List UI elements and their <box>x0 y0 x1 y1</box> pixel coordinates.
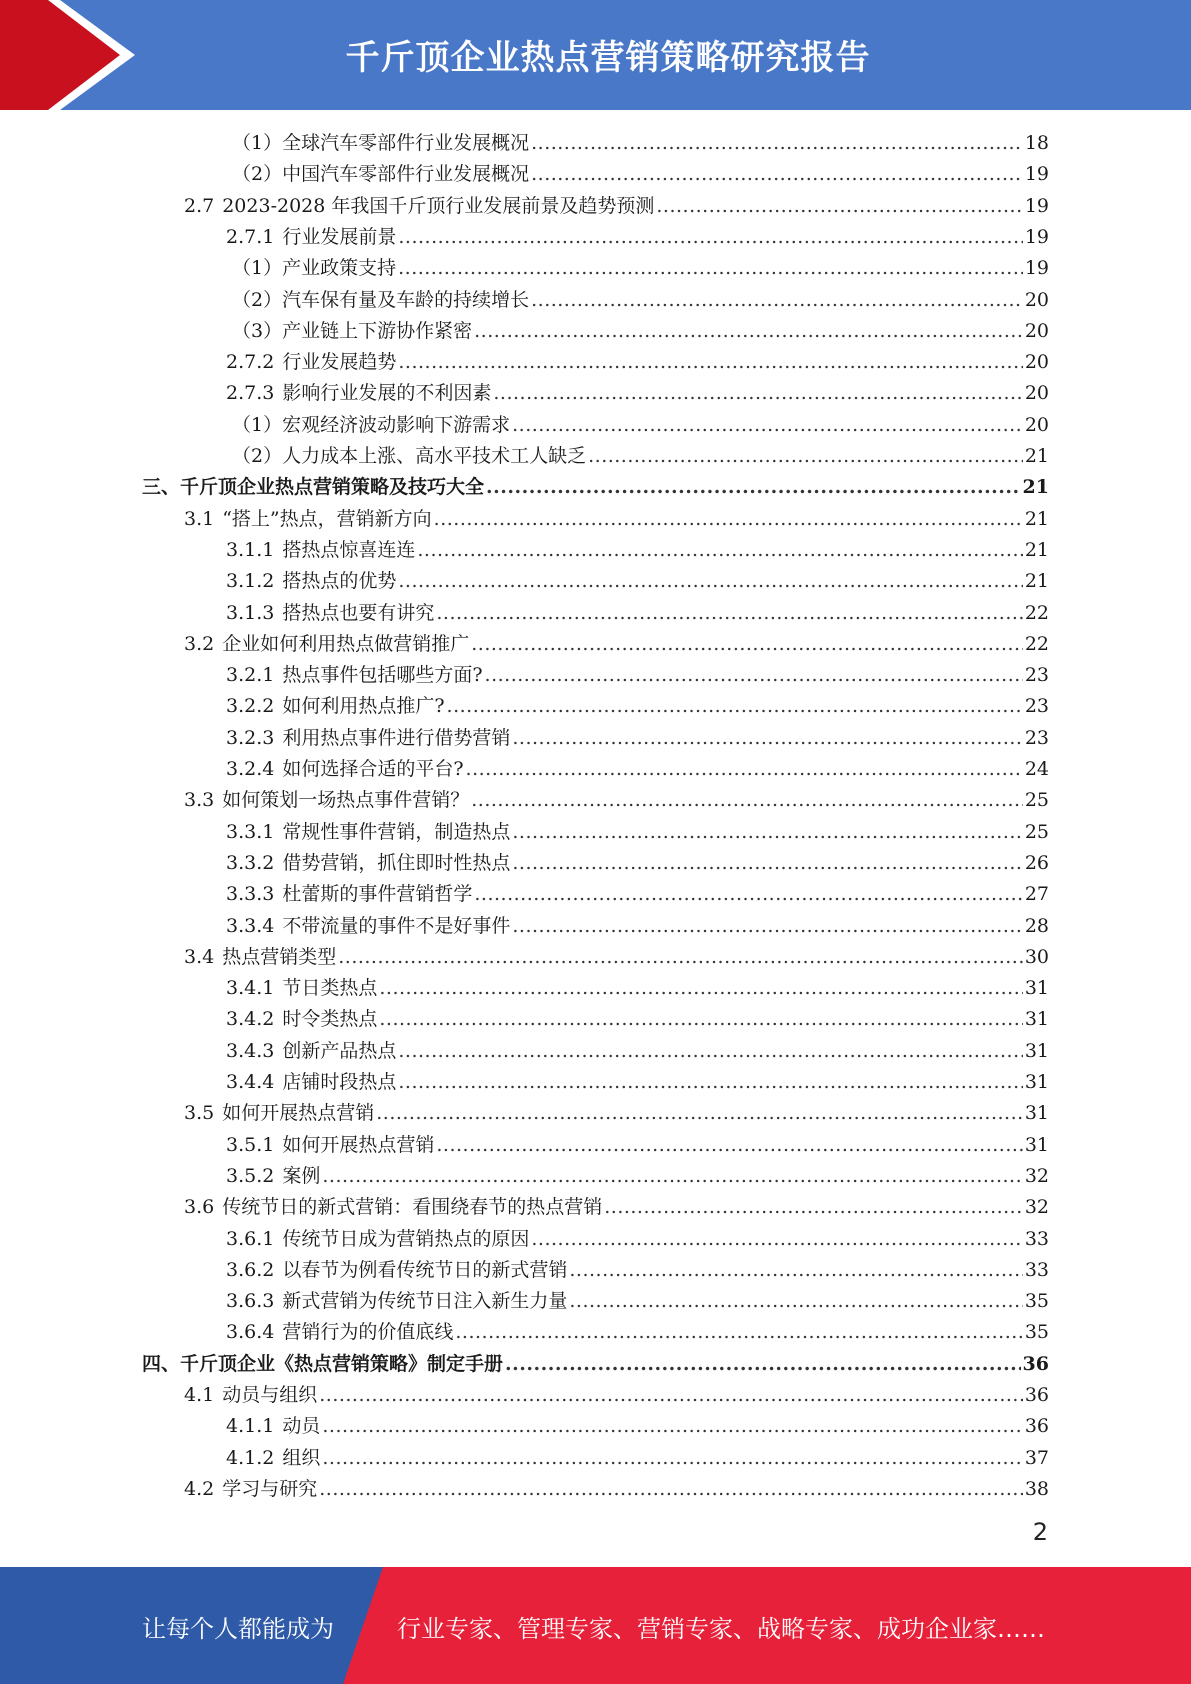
toc-entry[interactable] <box>232 316 1049 347</box>
toc-entry-page: 18 <box>1024 132 1049 154</box>
toc-entry-title: 动员 <box>282 1415 321 1438</box>
toc-entry[interactable] <box>142 1349 1049 1380</box>
toc-entry-title: 以春节为例看传统节日的新式营销 <box>282 1258 568 1281</box>
toc-leader-dots <box>471 785 1023 816</box>
toc-entry-number: 四、 <box>142 1352 181 1375</box>
toc-entry-title: 动员与组织 <box>222 1384 318 1406</box>
toc-entry[interactable] <box>226 1224 1049 1255</box>
page-number: 2 <box>1032 1518 1048 1546</box>
toc-entry-number: 3.4.1 <box>226 977 275 1000</box>
toc-entry[interactable] <box>226 222 1049 253</box>
toc-entry-title: 热点营销类型 <box>222 945 337 968</box>
toc-leader-dots <box>319 1474 1023 1505</box>
toc-leader-dots <box>512 723 1022 754</box>
toc-entry[interactable] <box>226 1004 1049 1035</box>
toc-entry-number: （1） <box>232 132 283 154</box>
toc-entry-page: 31 <box>1024 1008 1049 1031</box>
toc-leader-dots <box>436 598 1022 629</box>
toc-entry[interactable] <box>226 566 1049 597</box>
toc-entry-number: （1） <box>232 413 283 436</box>
toc-entry[interactable] <box>184 1098 1049 1129</box>
toc-entry-title: 利用热点事件进行借势营销 <box>282 726 511 749</box>
toc-entry[interactable] <box>184 504 1049 535</box>
toc-entry-title: 千斤顶企业《热点营销策略》制定手册 <box>180 1352 504 1375</box>
toc-entry-page: 31 <box>1024 1102 1049 1125</box>
toc-leader-dots <box>512 817 1022 848</box>
toc-entry-page: 32 <box>1024 1196 1049 1219</box>
toc-entry-title: 人力成本上涨、高水平技术工人缺乏 <box>282 445 587 467</box>
toc-entry-page: 36 <box>1022 1352 1049 1375</box>
toc-entry-page: 23 <box>1024 695 1049 718</box>
toc-entry-page: 19 <box>1024 194 1049 217</box>
toc-entry-page: 20 <box>1024 288 1049 311</box>
toc-entry-title: 行业发展趋势 <box>282 351 397 374</box>
toc-entry-title: 组织 <box>282 1446 321 1469</box>
toc-entry[interactable] <box>232 128 1049 159</box>
toc-entry-number: 3.5.2 <box>226 1164 275 1187</box>
toc-entry-page: 33 <box>1024 1258 1049 1281</box>
toc-entry-page: 25 <box>1024 820 1049 843</box>
toc-leader-dots <box>322 1443 1022 1474</box>
toc-entry-page: 35 <box>1024 1321 1049 1344</box>
toc-entry-page: 21 <box>1024 507 1049 530</box>
toc-entry-title: 不带流量的事件不是好事件 <box>282 914 511 937</box>
toc-entry-title: 节日类热点 <box>282 977 378 1000</box>
toc-entry-page: 31 <box>1024 1071 1049 1093</box>
toc-entry[interactable] <box>226 817 1049 848</box>
toc-entry[interactable] <box>226 1130 1049 1161</box>
toc-leader-dots <box>588 441 1023 472</box>
toc-entry-title: 学习与研究 <box>222 1477 318 1500</box>
toc-entry[interactable] <box>226 973 1049 1004</box>
toc-entry[interactable] <box>232 441 1049 472</box>
toc-entry-title: “搭上”热点，营销新方向 <box>222 507 432 530</box>
toc-entry[interactable] <box>226 911 1049 942</box>
toc-entry-number: 3.6.1 <box>226 1227 275 1250</box>
toc-entry[interactable] <box>226 691 1049 722</box>
toc-leader-dots <box>531 159 1023 190</box>
toc-entry-page: 21 <box>1024 538 1049 561</box>
toc-entry-title: 汽车保有量及车龄的持续增长 <box>282 288 530 311</box>
toc-entry-page: 25 <box>1024 789 1049 812</box>
toc-entry-number: 三、 <box>142 476 181 499</box>
toc-entry-page: 21 <box>1024 445 1049 467</box>
toc-entry-page: 20 <box>1024 351 1049 374</box>
toc-leader-dots <box>436 1130 1022 1161</box>
toc-leader-dots <box>417 535 1022 566</box>
toc-leader-dots <box>512 911 1022 942</box>
toc-entry-number: 3.6.2 <box>226 1258 275 1281</box>
toc-leader-dots <box>398 222 1022 253</box>
toc-entry-page: 36 <box>1024 1384 1049 1406</box>
page-header <box>0 0 1191 110</box>
toc-leader-dots <box>656 191 1022 222</box>
toc-leader-dots <box>531 285 1023 316</box>
toc-entry-page: 22 <box>1024 632 1049 655</box>
toc-entry-title: 搭热点惊喜连连 <box>282 538 416 561</box>
toc-leader-dots <box>505 1349 1021 1380</box>
toc-entry-number: （3） <box>232 319 283 342</box>
toc-entry[interactable] <box>226 535 1049 566</box>
toc-entry-number: 3.4.2 <box>226 1008 275 1031</box>
toc-entry[interactable] <box>184 1474 1049 1505</box>
toc-entry[interactable] <box>226 347 1049 378</box>
toc-entry-title: 常规性事件营销，制造热点 <box>282 820 511 843</box>
toc-entry-page: 20 <box>1024 382 1049 405</box>
toc-entry[interactable] <box>226 1161 1049 1192</box>
toc-entry-page: 31 <box>1024 1133 1049 1156</box>
toc-entry[interactable] <box>184 785 1049 816</box>
toc-entry-title: 行业发展前景 <box>282 225 397 248</box>
toc-entry-title: 2023-2028 年我国千斤顶行业发展前景及趋势预测 <box>222 194 655 217</box>
toc-entry-page: 28 <box>1024 914 1049 937</box>
toc-leader-dots <box>466 754 1023 785</box>
toc-entry[interactable] <box>226 1286 1049 1317</box>
toc-entry-page: 27 <box>1024 883 1049 906</box>
toc-entry-page: 19 <box>1024 257 1049 280</box>
toc-entry-number: 3.4 <box>184 945 215 968</box>
toc-entry-page: 23 <box>1024 664 1049 687</box>
toc-entry-title: 影响行业发展的不利因素 <box>282 382 492 405</box>
toc-entry-page: 37 <box>1024 1446 1049 1469</box>
toc-leader-dots <box>447 691 1023 722</box>
toc-entry-title: 如何选择合适的平台? <box>282 758 464 780</box>
toc-leader-dots <box>379 1004 1022 1035</box>
toc-leader-dots <box>569 1286 1022 1317</box>
toc-entry[interactable] <box>232 410 1049 441</box>
toc-entry-title: 新式营销为传统节日注入新生力量 <box>282 1290 568 1313</box>
toc-entry-title: 传统节日成为营销热点的原因 <box>282 1227 530 1250</box>
toc-entry-title: 如何策划一场热点事件营销？ <box>222 789 470 812</box>
toc-leader-dots <box>322 1411 1022 1442</box>
toc-leader-dots <box>398 347 1022 378</box>
toc-entry-title: 如何开展热点营销 <box>222 1102 375 1125</box>
toc-entry-number: 3.1 <box>184 507 215 530</box>
toc-entry-number: 4.2 <box>184 1477 215 1500</box>
toc-entry-number: 3.2.1 <box>226 664 275 687</box>
toc-entry-number: （2） <box>232 445 283 467</box>
toc-entry-number: 3.5.1 <box>226 1133 275 1156</box>
toc-entry-number: 2.7.3 <box>226 382 275 405</box>
toc-entry-page: 36 <box>1024 1415 1049 1438</box>
toc-entry[interactable] <box>226 723 1049 754</box>
toc-entry-number: 3.4.3 <box>226 1039 275 1062</box>
toc-entry-number: 3.3.1 <box>226 820 275 843</box>
toc-entry-number: （1） <box>232 257 283 280</box>
toc-entry-number: 3.6.3 <box>226 1290 275 1313</box>
toc-entry-title: 千斤顶企业热点营销策略及技巧大全 <box>180 476 485 499</box>
toc-leader-dots <box>338 942 1023 973</box>
toc-leader-dots <box>512 410 1023 441</box>
toc-entry-number: 2.7 <box>184 194 215 217</box>
toc-entry-title: 产业链上下游协作紧密 <box>282 319 473 342</box>
toc-entry[interactable] <box>226 1317 1049 1348</box>
toc-entry[interactable] <box>232 159 1049 190</box>
toc-entry[interactable] <box>232 285 1049 316</box>
toc-entry-page: 26 <box>1024 851 1049 874</box>
toc-leader-dots <box>604 1192 1023 1223</box>
toc-entry[interactable] <box>232 253 1049 284</box>
toc-entry-number: 3.2 <box>184 632 215 655</box>
toc-entry-number: 4.1.2 <box>226 1446 275 1469</box>
toc-entry-number: 3.6 <box>184 1196 215 1219</box>
toc-leader-dots <box>474 879 1022 910</box>
toc-leader-dots <box>434 504 1023 535</box>
toc-entry-title: 如何利用热点推广? <box>282 695 445 718</box>
toc-entry-number: 3.1.1 <box>226 538 275 561</box>
toc-entry[interactable] <box>184 1380 1049 1411</box>
toc-entry-number: 2.7.2 <box>226 351 275 374</box>
toc-entry-page: 22 <box>1024 601 1049 624</box>
toc-entry[interactable] <box>226 754 1049 785</box>
footer-slogan-left: 让每个人都能成为 <box>142 1615 334 1643</box>
toc-entry-number: 3.4.4 <box>226 1071 275 1093</box>
toc-entry-number: 3.2.4 <box>226 758 275 780</box>
toc-entry-number: （2） <box>232 288 283 311</box>
toc-entry-number: （2） <box>232 163 283 186</box>
toc-entry[interactable] <box>142 472 1049 503</box>
toc-entry-number: 3.2.2 <box>226 695 275 718</box>
toc-entry-page: 31 <box>1024 977 1049 1000</box>
toc-leader-dots <box>493 378 1022 409</box>
toc-leader-dots <box>398 1036 1022 1067</box>
toc-leader-dots <box>512 848 1022 879</box>
toc-entry-title: 中国汽车零部件行业发展概况 <box>282 163 530 186</box>
toc-entry-page: 20 <box>1024 413 1049 436</box>
toc-entry-number: 3.1.3 <box>226 601 275 624</box>
toc-leader-dots <box>322 1161 1022 1192</box>
toc-entry-title: 案例 <box>282 1164 321 1187</box>
toc-entry-title: 宏观经济波动影响下游需求 <box>282 413 511 436</box>
toc-entry-number: 3.5 <box>184 1102 215 1125</box>
page-footer <box>0 1567 1191 1684</box>
toc-entry-title: 营销行为的价值底线 <box>282 1321 454 1344</box>
toc-entry[interactable] <box>226 1067 1049 1098</box>
toc-leader-dots <box>569 1255 1022 1286</box>
toc-entry[interactable] <box>184 942 1049 973</box>
toc-entry-page: 32 <box>1024 1164 1049 1187</box>
toc-leader-dots <box>398 253 1023 284</box>
toc-entry-page: 23 <box>1024 726 1049 749</box>
toc-entry[interactable] <box>226 1036 1049 1067</box>
toc-entry[interactable] <box>226 378 1049 409</box>
toc-entry-number: 3.3 <box>184 789 215 812</box>
toc-entry-page: 33 <box>1024 1227 1049 1250</box>
toc-entry[interactable] <box>226 1255 1049 1286</box>
toc-entry-title: 时令类热点 <box>282 1008 378 1031</box>
toc-leader-dots <box>455 1317 1022 1348</box>
toc-entry[interactable] <box>226 660 1049 691</box>
toc-entry-number: 3.2.3 <box>226 726 275 749</box>
toc-leader-dots <box>379 973 1022 1004</box>
toc-entry[interactable] <box>226 1411 1049 1442</box>
toc-entry-title: 借势营销，抓住即时性热点 <box>282 851 511 874</box>
footer-slogan-right: 行业专家、管理专家、营销专家、战略专家、成功企业家…… <box>397 1615 1045 1643</box>
toc-entry-page: 38 <box>1024 1477 1049 1500</box>
toc-entry-page: 19 <box>1024 225 1049 248</box>
toc-entry[interactable] <box>226 879 1049 910</box>
toc-entry-title: 店铺时段热点 <box>282 1071 397 1093</box>
toc-entry-title: 全球汽车零部件行业发展概况 <box>282 132 530 154</box>
toc-entry-number: 2.7.1 <box>226 225 275 248</box>
toc-entry-title: 如何开展热点营销 <box>282 1133 435 1156</box>
toc-leader-dots <box>471 629 1023 660</box>
toc-leader-dots <box>398 566 1022 597</box>
toc-entry-page: 21 <box>1022 476 1049 499</box>
toc-leader-dots <box>319 1380 1023 1411</box>
toc-leader-dots <box>376 1098 1023 1129</box>
toc-entry-number: 4.1 <box>184 1384 215 1406</box>
toc-entry-title: 传统节日的新式营销：看围绕春节的热点营销 <box>222 1196 603 1219</box>
toc-entry-title: 创新产品热点 <box>282 1039 397 1062</box>
toc-entry-page: 24 <box>1024 758 1049 780</box>
toc-leader-dots <box>485 660 1023 691</box>
toc-entry-title: 搭热点也要有讲究 <box>282 601 435 624</box>
toc-entry-title: 热点事件包括哪些方面? <box>282 664 483 687</box>
document-title: 千斤顶企业热点营销策略研究报告 <box>345 38 871 78</box>
toc-entry-page: 35 <box>1024 1290 1049 1313</box>
toc-entry-title: 产业政策支持 <box>282 257 397 280</box>
toc-entry-page: 30 <box>1024 945 1049 968</box>
toc-entry-title: 搭热点的优势 <box>282 570 397 593</box>
toc-entry-page: 19 <box>1024 163 1049 186</box>
toc-entry-number: 3.3.2 <box>226 851 275 874</box>
toc-entry-number: 4.1.1 <box>226 1415 275 1438</box>
toc-leader-dots <box>398 1067 1022 1098</box>
toc-entry-title: 企业如何利用热点做营销推广 <box>222 632 470 655</box>
toc-entry[interactable] <box>184 1192 1049 1223</box>
toc-entry-number: 3.3.3 <box>226 883 275 906</box>
toc-entry-title: 杜蕾斯的事件营销哲学 <box>282 883 473 906</box>
toc-entry-number: 3.1.2 <box>226 570 275 593</box>
toc-entry-page: 31 <box>1024 1039 1049 1062</box>
toc-entry[interactable] <box>226 598 1049 629</box>
toc-entry-page: 20 <box>1024 319 1049 342</box>
toc-leader-dots <box>531 1224 1022 1255</box>
toc-leader-dots <box>486 472 1021 503</box>
toc-entry-number: 3.3.4 <box>226 914 275 937</box>
toc-entry[interactable] <box>184 191 1049 222</box>
toc-entry[interactable] <box>226 848 1049 879</box>
toc-leader-dots <box>531 128 1023 159</box>
toc-entry-page: 21 <box>1024 570 1049 593</box>
toc-entry[interactable] <box>226 1443 1049 1474</box>
toc-entry[interactable] <box>184 629 1049 660</box>
toc-leader-dots <box>474 316 1023 347</box>
toc-entry-number: 3.6.4 <box>226 1321 275 1344</box>
